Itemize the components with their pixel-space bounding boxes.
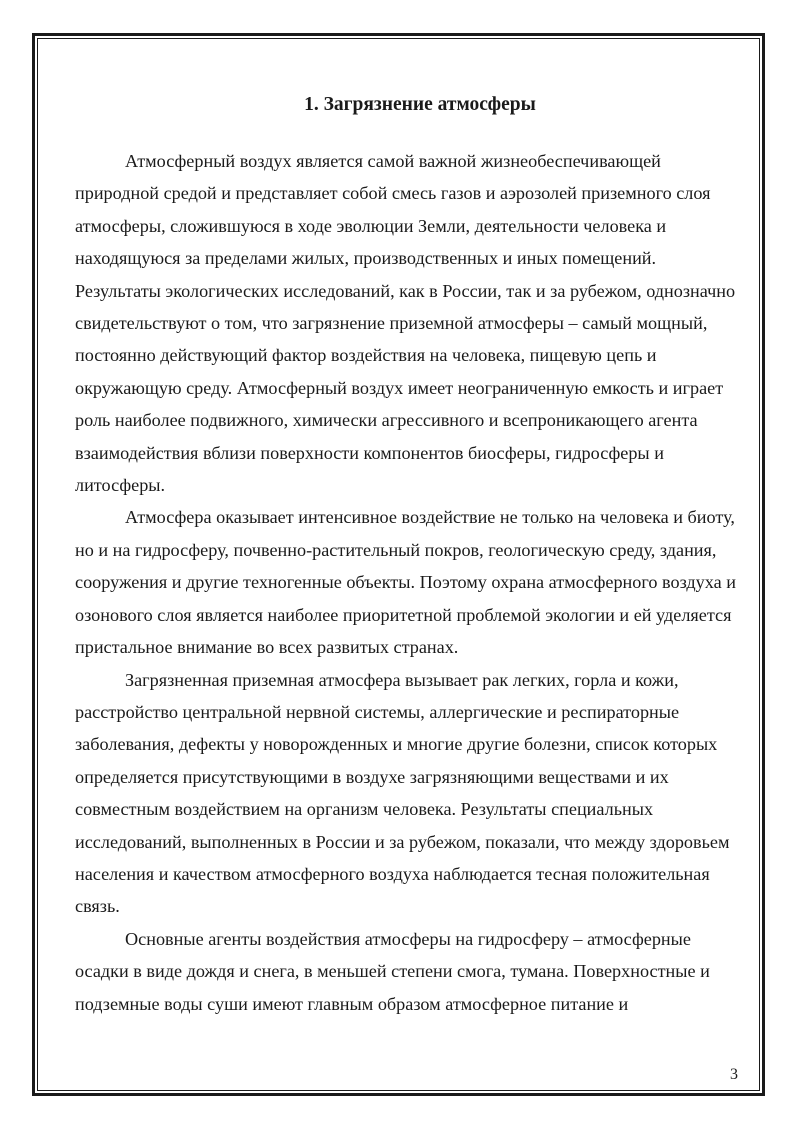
document-body <box>75 91 740 1020</box>
paragraph-3: Загрязненная приземная атмосфера вызывает рак легких, горла и кожи, расстройство центральной нервной системы, аллергические и респираторные заболевания, дефекты у новорожденных и многие другие болезни, список которых определяется присутствующими в воздухе загрязняющими веществами и их совместным воздействием на организм человека. Результаты специальных исследований, выполненных в России и за рубежом, показали, что между здоровьем населения и качеством атмосферного воздуха наблюдается тесная положительная связь. <box>75 669 730 917</box>
section-heading: 1. Загрязнение атмосферы <box>304 94 536 115</box>
paragraph-4: Основные агенты воздействия атмосферы на гидросферу – атмосферные осадки в виде дождя и снега, в меньшей степени смога, тумана. Поверхностные и подземные воды суши имеют главным образом атмосферное питание и <box>75 928 710 1014</box>
page-number: 3 <box>730 1066 738 1083</box>
paragraph-2: Атмосфера оказывает интенсивное воздействие не только на человека и биоту, но и на гидросферу, почвенно-растительный покров, геологическую среду, здания, сооружения и другие техногенные объекты. Поэтому охрана атмосферного воздуха и озонового слоя является наиболее приоритетной проблемой экологии и ей уделяется пристальное внимание во всех развитых странах. <box>75 507 736 658</box>
paragraph-1: Атмосферный воздух является самой важной жизнеобеспечивающей природной средой и представляет собой смесь газов и аэрозолей приземного слоя атмосферы, сложившуюся в ходе эволюции Земли, деятельности человека и находящуюся за пределами жилых, производственных и иных помещений. Результаты экологических исследований, как в России, так и за рубежом, однозначно свидетельствуют о том, что загрязнение приземной атмосферы – самый мощный, постоянно действующий фактор воздействия на человека, пищевую цепь и окружающую среду. Атмосферный воздух имеет неограниченную емкость и играет роль наиболее подвижного, химически агрессивного и всепроникающего агента взаимодействия вблизи поверхности компонентов биосферы, гидросферы и литосферы. <box>75 151 736 496</box>
